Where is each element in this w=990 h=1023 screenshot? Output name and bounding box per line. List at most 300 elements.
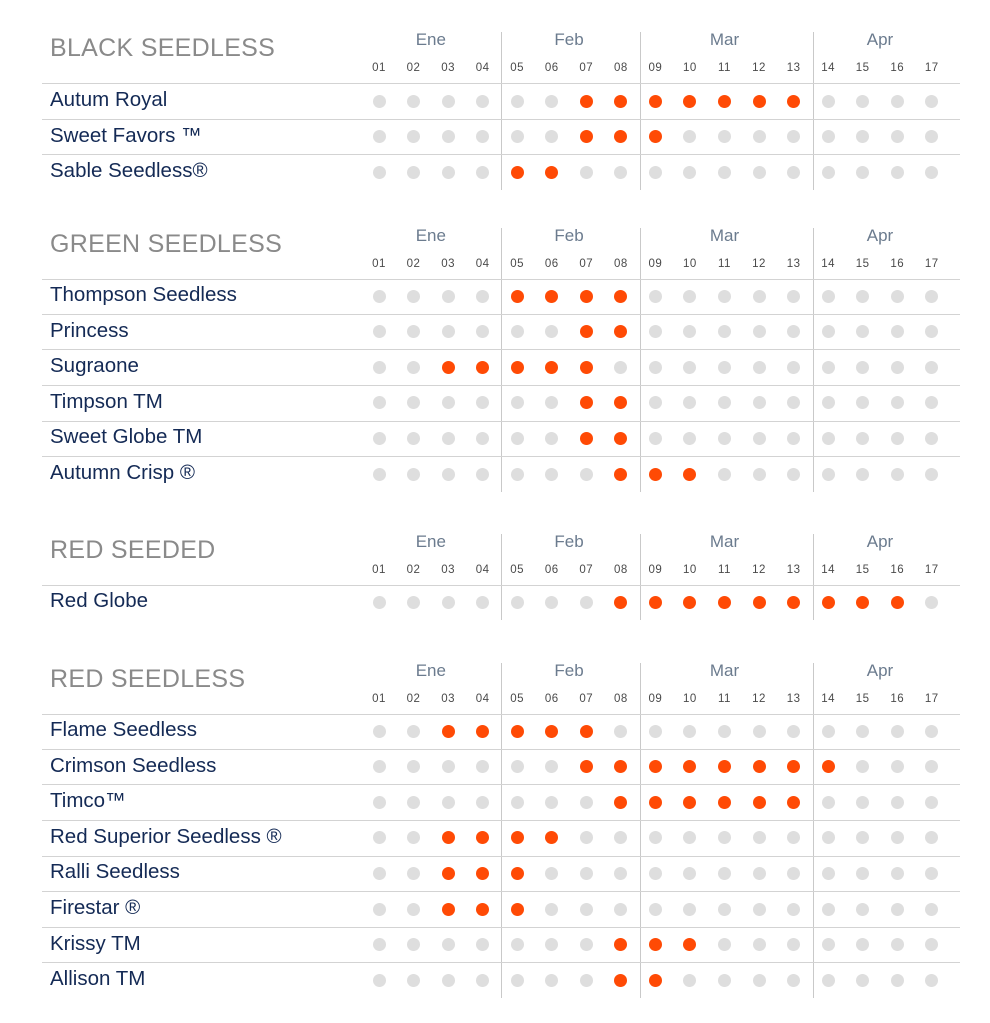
availability-dot-inactive (891, 166, 904, 179)
month-label-ene: Ene (415, 30, 446, 49)
availability-dot-inactive (545, 325, 558, 338)
availability-dot-inactive (891, 396, 904, 409)
availability-dot-inactive (649, 290, 662, 303)
availability-dot-inactive (787, 166, 800, 179)
availability-dot-inactive (580, 831, 593, 844)
availability-dot-inactive (442, 796, 455, 809)
availability-dot-inactive (822, 432, 835, 445)
availability-dot-active (580, 725, 593, 738)
availability-dot-active (580, 95, 593, 108)
week-label: 01 (372, 62, 386, 74)
availability-dot-active (545, 166, 558, 179)
availability-dot-inactive (373, 596, 386, 609)
variety-label: Allison TM (50, 967, 146, 991)
availability-dot-inactive (580, 468, 593, 481)
month-label-ene: Ene (415, 661, 446, 680)
month-label-mar: Mar (709, 532, 740, 551)
availability-dot-active (580, 290, 593, 303)
availability-dot-active (476, 725, 489, 738)
availability-dot-active (614, 95, 627, 108)
week-label: 11 (718, 258, 731, 270)
week-label: 07 (579, 258, 594, 270)
availability-dot-inactive (373, 725, 386, 738)
availability-dot-inactive (407, 796, 420, 809)
week-label: 08 (613, 62, 628, 74)
week-label: 15 (855, 258, 870, 270)
availability-dot-inactive (856, 396, 869, 409)
availability-dot-active (891, 596, 904, 609)
availability-dot-active (856, 596, 869, 609)
variety-label: Princess (50, 318, 129, 342)
week-label: 01 (372, 693, 386, 705)
availability-dot-active (511, 831, 524, 844)
availability-dot-inactive (856, 760, 869, 773)
availability-dot-active (787, 760, 800, 773)
availability-dot-inactive (511, 95, 524, 108)
availability-dot-inactive (787, 396, 800, 409)
variety-label: Sugraone (50, 354, 139, 378)
availability-dot-inactive (753, 130, 766, 143)
availability-dot-active (753, 95, 766, 108)
availability-dot-inactive (856, 166, 869, 179)
availability-dot-inactive (511, 796, 524, 809)
header-divider (42, 83, 960, 84)
availability-dot-inactive (442, 396, 455, 409)
availability-dot-inactive (580, 974, 593, 987)
variety-label: Sweet Globe TM (50, 425, 203, 449)
week-label: 10 (683, 564, 697, 576)
month-label-mar: Mar (709, 226, 740, 245)
row-divider (42, 349, 960, 350)
month-separator (813, 534, 814, 620)
week-label: 07 (579, 62, 594, 74)
row-divider (42, 119, 960, 120)
row-divider (42, 385, 960, 386)
availability-dot-inactive (891, 974, 904, 987)
availability-dot-inactive (580, 596, 593, 609)
availability-dot-inactive (718, 290, 731, 303)
availability-dot-active (614, 796, 627, 809)
availability-dot-inactive (511, 468, 524, 481)
availability-dot-inactive (891, 831, 904, 844)
availability-dot-inactive (442, 166, 455, 179)
availability-dot-inactive (683, 166, 696, 179)
availability-dot-inactive (891, 760, 904, 773)
week-label: 03 (441, 258, 455, 270)
month-label-mar: Mar (709, 30, 740, 49)
month-label-feb: Feb (554, 532, 584, 551)
availability-dot-inactive (753, 974, 766, 987)
variety-label: Sable Seedless® (50, 159, 208, 183)
availability-dot-inactive (856, 325, 869, 338)
month-separator (813, 32, 814, 190)
week-label: 16 (890, 564, 905, 576)
row-divider (42, 784, 960, 785)
availability-dot-inactive (891, 325, 904, 338)
availability-dot-inactive (822, 361, 835, 374)
availability-dot-inactive (545, 130, 558, 143)
availability-dot-active (545, 725, 558, 738)
availability-dot-inactive (545, 974, 558, 987)
variety-label: Sweet Favors ™ (50, 123, 202, 147)
month-label-ene: Ene (415, 532, 446, 551)
availability-dot-inactive (856, 361, 869, 374)
availability-dot-active (476, 831, 489, 844)
availability-dot-inactive (511, 760, 524, 773)
availability-dot-inactive (822, 903, 835, 916)
availability-dot-inactive (856, 867, 869, 880)
month-separator (640, 534, 641, 620)
header-divider (42, 279, 960, 280)
availability-dot-inactive (856, 130, 869, 143)
week-label: 06 (544, 62, 559, 74)
availability-dot-inactive (407, 325, 420, 338)
availability-dot-inactive (856, 938, 869, 951)
section-title: BLACK SEEDLESS (50, 34, 276, 62)
availability-dot-active (753, 796, 766, 809)
availability-dot-active (580, 760, 593, 773)
availability-dot-active (511, 903, 524, 916)
week-label: 02 (406, 564, 421, 576)
availability-dot-inactive (407, 831, 420, 844)
availability-dot-inactive (718, 831, 731, 844)
availability-dot-inactive (683, 396, 696, 409)
availability-dot-inactive (442, 95, 455, 108)
availability-dot-inactive (511, 432, 524, 445)
availability-dot-inactive (649, 831, 662, 844)
availability-dot-inactive (407, 760, 420, 773)
availability-dot-inactive (683, 903, 696, 916)
availability-dot-inactive (373, 361, 386, 374)
week-label: 11 (718, 564, 731, 576)
week-label: 13 (786, 693, 801, 705)
availability-dot-inactive (787, 432, 800, 445)
availability-dot-active (511, 725, 524, 738)
availability-dot-inactive (407, 867, 420, 880)
week-label: 10 (683, 693, 697, 705)
availability-dot-inactive (476, 796, 489, 809)
availability-dot-inactive (925, 760, 938, 773)
availability-dot-active (614, 396, 627, 409)
availability-dot-inactive (580, 903, 593, 916)
availability-dot-active (787, 796, 800, 809)
availability-dot-inactive (683, 432, 696, 445)
availability-dot-inactive (718, 166, 731, 179)
header-divider (42, 585, 960, 586)
week-label: 05 (510, 258, 525, 270)
week-label: 12 (752, 693, 766, 705)
availability-dot-inactive (822, 325, 835, 338)
availability-dot-active (718, 760, 731, 773)
availability-dot-inactive (511, 130, 524, 143)
availability-dot-inactive (891, 290, 904, 303)
month-label-feb: Feb (554, 226, 584, 245)
availability-dot-active (614, 596, 627, 609)
availability-dot-inactive (822, 468, 835, 481)
availability-dot-active (614, 974, 627, 987)
week-label: 08 (613, 693, 628, 705)
availability-dot-active (649, 596, 662, 609)
availability-dot-active (649, 130, 662, 143)
section-title: GREEN SEEDLESS (50, 230, 283, 258)
availability-dot-active (580, 361, 593, 374)
availability-dot-inactive (718, 396, 731, 409)
row-divider (42, 421, 960, 422)
availability-dot-active (649, 95, 662, 108)
availability-dot-inactive (822, 867, 835, 880)
availability-dot-inactive (511, 396, 524, 409)
availability-dot-inactive (925, 974, 938, 987)
availability-dot-active (649, 974, 662, 987)
week-label: 06 (544, 564, 559, 576)
availability-dot-inactive (476, 760, 489, 773)
availability-dot-inactive (753, 396, 766, 409)
header-divider (42, 714, 960, 715)
section-title: RED SEEDLESS (50, 665, 246, 693)
variety-label: Red Superior Seedless ® (50, 824, 282, 848)
availability-dot-inactive (580, 867, 593, 880)
variety-label: Krissy TM (50, 931, 141, 955)
availability-dot-active (511, 166, 524, 179)
availability-dot-active (787, 95, 800, 108)
availability-dot-inactive (476, 938, 489, 951)
week-label: 04 (475, 258, 490, 270)
week-label: 12 (752, 258, 766, 270)
variety-label: Flame Seedless (50, 718, 197, 741)
availability-dot-inactive (407, 468, 420, 481)
availability-dot-inactive (683, 831, 696, 844)
availability-dot-inactive (373, 938, 386, 951)
availability-dot-inactive (476, 596, 489, 609)
availability-dot-inactive (442, 468, 455, 481)
availability-dot-inactive (545, 468, 558, 481)
availability-dot-inactive (787, 130, 800, 143)
month-label-feb: Feb (554, 30, 584, 49)
month-separator (813, 228, 814, 492)
month-separator (501, 534, 502, 620)
week-label: 10 (683, 62, 697, 74)
availability-dot-inactive (856, 796, 869, 809)
availability-dot-inactive (649, 396, 662, 409)
month-separator (640, 32, 641, 190)
availability-dot-inactive (545, 867, 558, 880)
week-label: 13 (786, 62, 801, 74)
availability-dot-active (649, 796, 662, 809)
availability-dot-inactive (925, 596, 938, 609)
week-label: 07 (579, 693, 594, 705)
variety-label: Autum Royal (50, 88, 168, 111)
availability-dot-inactive (753, 831, 766, 844)
availability-dot-inactive (476, 166, 489, 179)
availability-dot-inactive (753, 938, 766, 951)
week-label: 03 (441, 62, 455, 74)
availability-dot-active (442, 903, 455, 916)
availability-dot-inactive (891, 130, 904, 143)
availability-dot-inactive (925, 95, 938, 108)
availability-dot-inactive (373, 432, 386, 445)
availability-dot-active (753, 760, 766, 773)
availability-dot-inactive (373, 95, 386, 108)
availability-dot-inactive (891, 468, 904, 481)
availability-dot-inactive (407, 290, 420, 303)
row-divider (42, 891, 960, 892)
availability-dot-inactive (442, 974, 455, 987)
availability-dot-inactive (891, 361, 904, 374)
availability-dot-inactive (856, 290, 869, 303)
week-label: 09 (648, 564, 663, 576)
week-label: 09 (648, 693, 663, 705)
availability-dot-inactive (442, 938, 455, 951)
week-label: 04 (475, 564, 490, 576)
month-label-apr: Apr (866, 532, 894, 551)
availability-dot-inactive (373, 290, 386, 303)
availability-dot-inactive (891, 725, 904, 738)
week-label: 02 (406, 258, 421, 270)
availability-dot-inactive (925, 867, 938, 880)
week-label: 17 (924, 564, 939, 576)
availability-dot-inactive (407, 432, 420, 445)
availability-dot-inactive (407, 974, 420, 987)
week-label: 09 (648, 62, 663, 74)
availability-dot-inactive (373, 867, 386, 880)
availability-dot-inactive (407, 166, 420, 179)
availability-dot-inactive (925, 831, 938, 844)
availability-dot-inactive (787, 938, 800, 951)
availability-dot-inactive (511, 938, 524, 951)
availability-dot-inactive (649, 361, 662, 374)
week-label: 07 (579, 564, 594, 576)
availability-dot-inactive (787, 725, 800, 738)
availability-dot-inactive (925, 725, 938, 738)
availability-dot-active (442, 867, 455, 880)
availability-dot-inactive (373, 130, 386, 143)
row-divider (42, 856, 960, 857)
availability-dot-inactive (683, 130, 696, 143)
availability-dot-inactive (718, 130, 731, 143)
variety-label: Red Globe (50, 589, 149, 612)
availability-dot-inactive (822, 796, 835, 809)
availability-dot-inactive (373, 903, 386, 916)
availability-dot-inactive (925, 166, 938, 179)
availability-dot-active (442, 831, 455, 844)
availability-dot-inactive (925, 361, 938, 374)
availability-dot-inactive (580, 796, 593, 809)
week-label: 12 (752, 564, 766, 576)
availability-dot-active (580, 432, 593, 445)
availability-dot-active (545, 361, 558, 374)
week-label: 01 (372, 564, 386, 576)
week-label: 14 (821, 564, 836, 576)
row-divider (42, 749, 960, 750)
availability-dot-inactive (787, 903, 800, 916)
availability-dot-inactive (787, 290, 800, 303)
availability-dot-inactive (753, 903, 766, 916)
availability-dot-inactive (476, 396, 489, 409)
availability-dot-inactive (718, 325, 731, 338)
availability-dot-inactive (545, 903, 558, 916)
variety-label: Crimson Seedless (50, 753, 217, 777)
availability-dot-inactive (649, 432, 662, 445)
availability-dot-inactive (442, 325, 455, 338)
availability-dot-inactive (753, 361, 766, 374)
availability-dot-inactive (718, 903, 731, 916)
availability-dot-inactive (545, 938, 558, 951)
availability-dot-inactive (822, 130, 835, 143)
availability-dot-active (476, 867, 489, 880)
availability-dot-inactive (925, 396, 938, 409)
week-label: 14 (821, 62, 836, 74)
availability-dot-active (442, 725, 455, 738)
availability-dot-active (511, 361, 524, 374)
availability-dot-inactive (925, 325, 938, 338)
availability-dot-inactive (822, 396, 835, 409)
row-divider (42, 962, 960, 963)
availability-dot-inactive (614, 903, 627, 916)
availability-dot-inactive (373, 974, 386, 987)
availability-dot-active (580, 396, 593, 409)
availability-dot-inactive (476, 290, 489, 303)
availability-dot-inactive (649, 867, 662, 880)
availability-dot-active (614, 290, 627, 303)
availability-dot-inactive (753, 432, 766, 445)
week-label: 13 (786, 564, 801, 576)
availability-dot-active (476, 903, 489, 916)
week-label: 06 (544, 693, 559, 705)
availability-dot-inactive (511, 596, 524, 609)
availability-dot-inactive (822, 290, 835, 303)
variety-label: Thompson Seedless (50, 283, 237, 306)
availability-dot-inactive (373, 468, 386, 481)
availability-dot-inactive (442, 130, 455, 143)
availability-dot-inactive (442, 290, 455, 303)
availability-dot-active (649, 760, 662, 773)
availability-dot-inactive (856, 831, 869, 844)
month-label-apr: Apr (866, 226, 894, 245)
availability-dot-inactive (925, 290, 938, 303)
availability-dot-active (614, 938, 627, 951)
availability-dot-inactive (822, 95, 835, 108)
availability-dot-inactive (683, 867, 696, 880)
availability-dot-inactive (683, 974, 696, 987)
row-divider (42, 314, 960, 315)
week-label: 14 (821, 693, 836, 705)
month-label-feb: Feb (554, 661, 584, 680)
week-label: 16 (890, 693, 905, 705)
availability-dot-inactive (822, 725, 835, 738)
week-label: 17 (924, 62, 939, 74)
week-label: 11 (718, 693, 731, 705)
availability-dot-inactive (787, 831, 800, 844)
availability-dot-inactive (545, 95, 558, 108)
availability-dot-inactive (718, 725, 731, 738)
variety-label: Timpson TM (50, 389, 163, 413)
availability-dot-active (718, 596, 731, 609)
availability-dot-active (614, 468, 627, 481)
availability-dot-inactive (407, 396, 420, 409)
availability-dot-inactive (753, 725, 766, 738)
availability-dot-inactive (925, 938, 938, 951)
availability-dot-inactive (649, 325, 662, 338)
availability-dot-inactive (718, 867, 731, 880)
week-label: 16 (890, 258, 905, 270)
availability-dot-inactive (649, 903, 662, 916)
availability-dot-active (787, 596, 800, 609)
availability-dot-active (649, 468, 662, 481)
availability-dot-inactive (891, 938, 904, 951)
row-divider (42, 456, 960, 457)
week-label: 17 (924, 693, 939, 705)
week-label: 11 (718, 62, 731, 74)
